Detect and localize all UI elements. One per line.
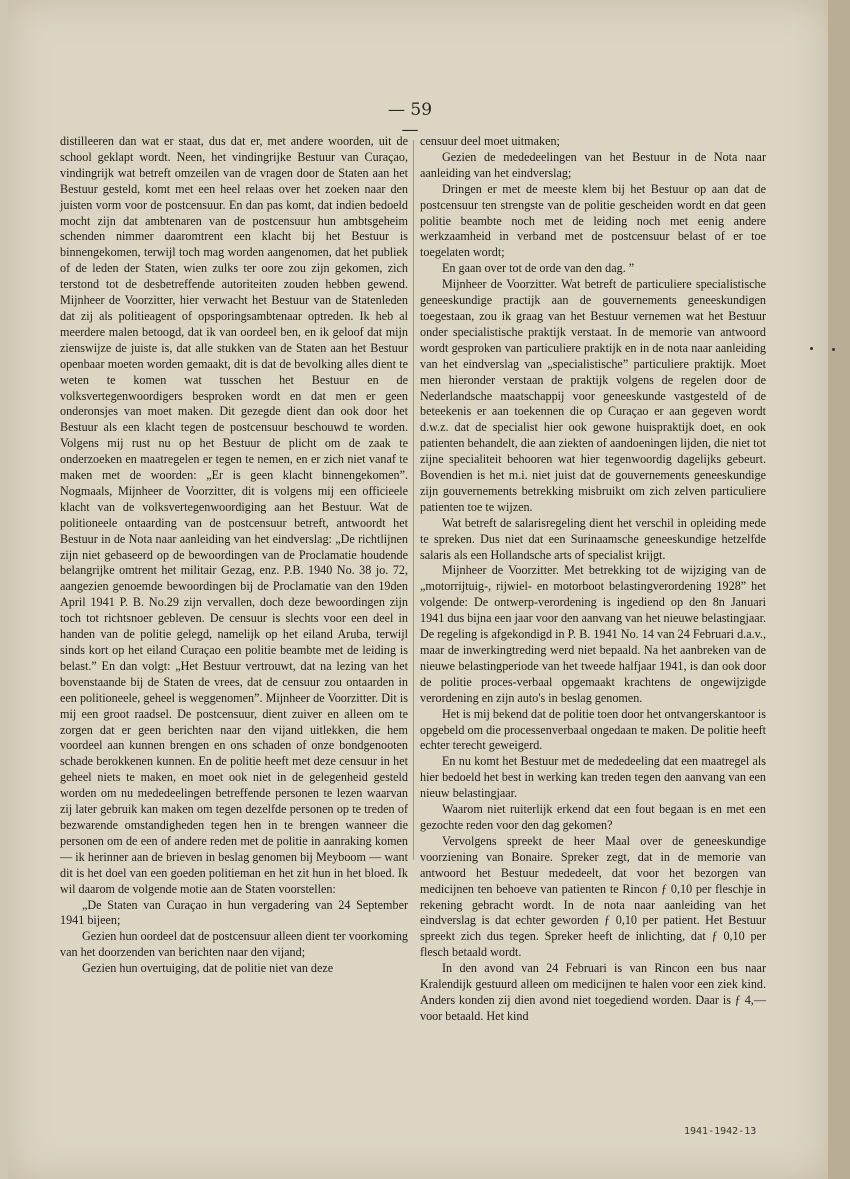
- paragraph: Dringen er met de meeste klem bij het Bestuur op aan dat de postcensuur ten strengste van de politie gescheiden wordt en dat geen politie beambte noch met de leiding noch met eenig andere werkzaamheid in verband met de postcensuur belast of er toe toegelaten wordt;: [420, 181, 766, 260]
- margin-mark: [810, 347, 813, 350]
- left-column: [60, 134, 408, 977]
- paragraph: Vervolgens spreekt de heer Maal over de geneeskundige voorziening van Bonaire. Spreker zegt, dat in de memorie van antwoord het Bestuur mededeelt, dat voor het bezorgen van medicijnen ten behoeve van patienten te Rincon ƒ 0,10 per fleschje in rekening gebracht wordt. In de nota naar aanleiding van het eindverslag is dat echter geworden ƒ 0,10 per patient. Het Bestuur spreekt zich dus tegen. Spreker heeft de inlichting, dat ƒ 0,10 per flesch betaald wordt.: [420, 833, 766, 960]
- paragraph: Mijnheer de Voorzitter. Met betrekking tot de wijziging van de „motorrijtuig-, rijwiel- en motorboot belastingverordening 1928” het volgende: De ontwerp-verordening is ingediend op den 8n Januari 1941 dus bijna een jaar voor den aanvang van het nieuwe belastingjaar. De regeling is afgekondigd in P. B. 1941 No. 14 van 24 Februari d.a.v., maar de inwerkingtreding werd niet bepaald. Na het aanbreken van de nieuwe belastingperiode van het tweede halfjaar 1941, is dan ook door de politie proces-verbaal opgemaakt krachtens de ongewijzigde verordening en zijn auto's in beslag genomen.: [420, 563, 766, 705]
- paragraph: En nu komt het Bestuur met de mededeeling dat een maatregel als hier bedoeld het best in werking kan treden tegen den aanvang van een nieuw belastingjaar.: [420, 754, 766, 801]
- paragraph: Wat betreft de salarisregeling dient het verschil in opleiding mede te spreken. Dus niet dat een Surinaamsche geneeskundige hetzelfde salaris als een Hollandsche arts of specialist krijgt.: [420, 515, 766, 562]
- paragraph: Het is mij bekend dat de politie toen door het ontvangerskantoor is opgebeld om die processenverbaal ongedaan te maken. De politie heeft echter terecht geweigerd.: [420, 706, 767, 753]
- paragraph: Waarom niet ruiterlijk erkend dat een fout begaan is en met een gezochte reden voor den dag gekomen?: [420, 802, 766, 832]
- paragraph: Gezien hun overtuiging, dat de politie niet van deze: [82, 961, 334, 976]
- archive-code: 1941-1942-13: [684, 1126, 757, 1137]
- paragraph: „De Staten van Curaçao in hun vergadering van 24 September 1941 bijeen;: [60, 897, 408, 928]
- paragraph: censuur deel moet uitmaken;: [420, 134, 560, 148]
- paragraph: Mijnheer de Voorzitter. Wat betreft de particuliere specialistische geneeskundige practijk aan de gouvernements geneeskundigen toegestaan, zou ik graag van het Bestuur vernemen wat het Bestuur onder specialistische praktijk verstaat. In de memorie van antwoord wordt gesproken van particuliere praktijk en in de nota naar aanleiding van het eindverslag van „specialistische” particuliere praktijk. Moet men hieronder verstaan de praktijk volgens de regelen door de Nederlandsche maatschappij voor geneeskunde vastgesteld of de beteekenis er aan toekennen die op Curaçao er aan gegeven wordt d.w.z. dat de specialist hier ook gewone huispraktijk doet, en ook patienten behandelt, die aan ziekten of aandoeningen lijden, die niet tot zijne specialiteit behooren wat hier tegenwoordig dagelijks gebeurt. Bovendien is het m.i. niet juist dat de gouvernements geneeskundige zijn gouvernements betrekking misbruikt om zich zelven particuliere patienten toe te wijzen.: [420, 277, 766, 514]
- paragraph: En gaan over tot de orde van den dag. ”: [442, 261, 635, 276]
- paragraph: distilleeren dan wat er staat, dus dat er, met andere woorden, uit de school geklapt wordt. Neen, het vindingrijke Bestuur van Curaçao, vindingrijk wat betreft omzeilen van de vragen door de Staten aan het Bestuur gesteld, komt met een heel relaas over het zoeken naar den juisten vorm voor de postcensuur. En dan pas komt, dat indien bedoeld mocht zijn dat ambtenaren van de postcensuur hun ambtsgeheim schenden nimmer daaromtrent een klacht bij het Bestuur is binnengekomen, terwijl toch mag worden aangenomen, dat het publiek of de leden der Staten, wien zulks ter oore zou zijn gekomen, zich terstond tot de desbetreffende autoriteiten zouden hebben gewend. Mijnheer de Voorzitter, hier verwacht het Bestuur van de Statenleden dat zij als politieagent of opsporingsambtenaar optreden. Ik heb al meerdere malen betoogd, dat ik van oordeel ben, en ik geloof dat mijn zienswijze de juiste is, dat alle stukken van de Staten aan het Bestuur openbaar moeten worden gemaakt, dit is dat de bevolking alles dient te weten te komen wat tusschen het Bestuur en de volksvertegenwoordigers besproken wordt en dat men er geen onderonsjes van moet maken. Dit gezegde dient dan ook door het Bestuur als een klacht tegen de postcensuur beschouwd te worden. Volgens mij rust nu op het Bestuur de plicht om de zaak te onderzoeken en maatregelen er tegen te nemen, en er zich niet vanaf te maken met de woorden: „Er is geen klacht binnengekomen”. Nogmaals, Mijnheer de Voorzitter, dit is volgens mij een officieele klacht van de volksvertegenwoordiging aan het Bestuur. Wat de politioneele ontaarding van de postcensuur betreft, antwoordt het Bestuur in de Nota naar aanleiding van het eindverslag: „De richtlijnen zijn niet gebaseerd op de bewoordingen van de Proclamatie houdende belangrijke omtrent het militair Gezag, enz. P.B. 1940 No. 38 jo. 72, aangezien genoemde bewoordingen bij de Proclamatie van den 19den April 1941 P. B. No.29 zijn vervallen, doch deze bewoordingen zijn toch tot richtsnoer gebleven. De censuur is slechts voor een deel in handen van de politie gelegd, namelijk op het eiland Aruba, terwijl sinds kort op het eiland Curaçao een politie beambte met de leiding is belast.” En dan volgt: „Het Bestuur vertrouwt, dat na lezing van het bovenstaande bij de Staten de vrees, dat de censuur zou ontaarden in een politioneele, geheel is weggenomen”. Mijnheer de Voorzitter. Dit is mij een groot raadsel. De postcensuur, dient zuiver en alleen om te zorgen dat er geen berichten naar den vijand uitlekken, die hem voordeel aan kunnen brengen en ons schaden of onze bondgenooten schade berokkenen kunnen. En de politie heeft met deze censuur in het geheel niets te maken, en moet ook niet in de gelegenheid gesteld worden om nu mededeelingen betreffende personen te lezen waarvan zij later gebruik kan maken om tegen dezelfde personen op te treden of bezwarende omstandigheden tegen hen in te brengen wanneer die personen om de een of andere reden met de politie in aanraking komen — ik herinner aan de brieven in beslag genomen bij Meyboom — want dit is het doel van een goeden politieman en het zit hun in het bloed. Ik wil daarom de volgende motie aan de Staten voorstellen:: [60, 134, 408, 896]
- margin-mark: [832, 348, 835, 351]
- paragraph: Gezien de mededeelingen van het Bestuur in de Nota naar aanleiding van het eindverslag;: [420, 149, 766, 180]
- column-divider: [413, 140, 414, 860]
- paragraph: Gezien hun oordeel dat de postcensuur alleen dient ter voorkoming van het doorzenden van berichten naar den vijand;: [60, 929, 409, 960]
- page-number: — 59 —: [387, 100, 433, 140]
- page-edge: [828, 0, 850, 1179]
- paragraph: In den avond van 24 Februari is van Rincon een bus naar Kralendijk gestuurd alleen om medicijnen te halen voor een ziek kind. Anders konden zij dien avond niet toegediend worden. Daar is ƒ 4,— voor betaald. Het kind: [420, 961, 766, 1023]
- right-column: [420, 134, 766, 1025]
